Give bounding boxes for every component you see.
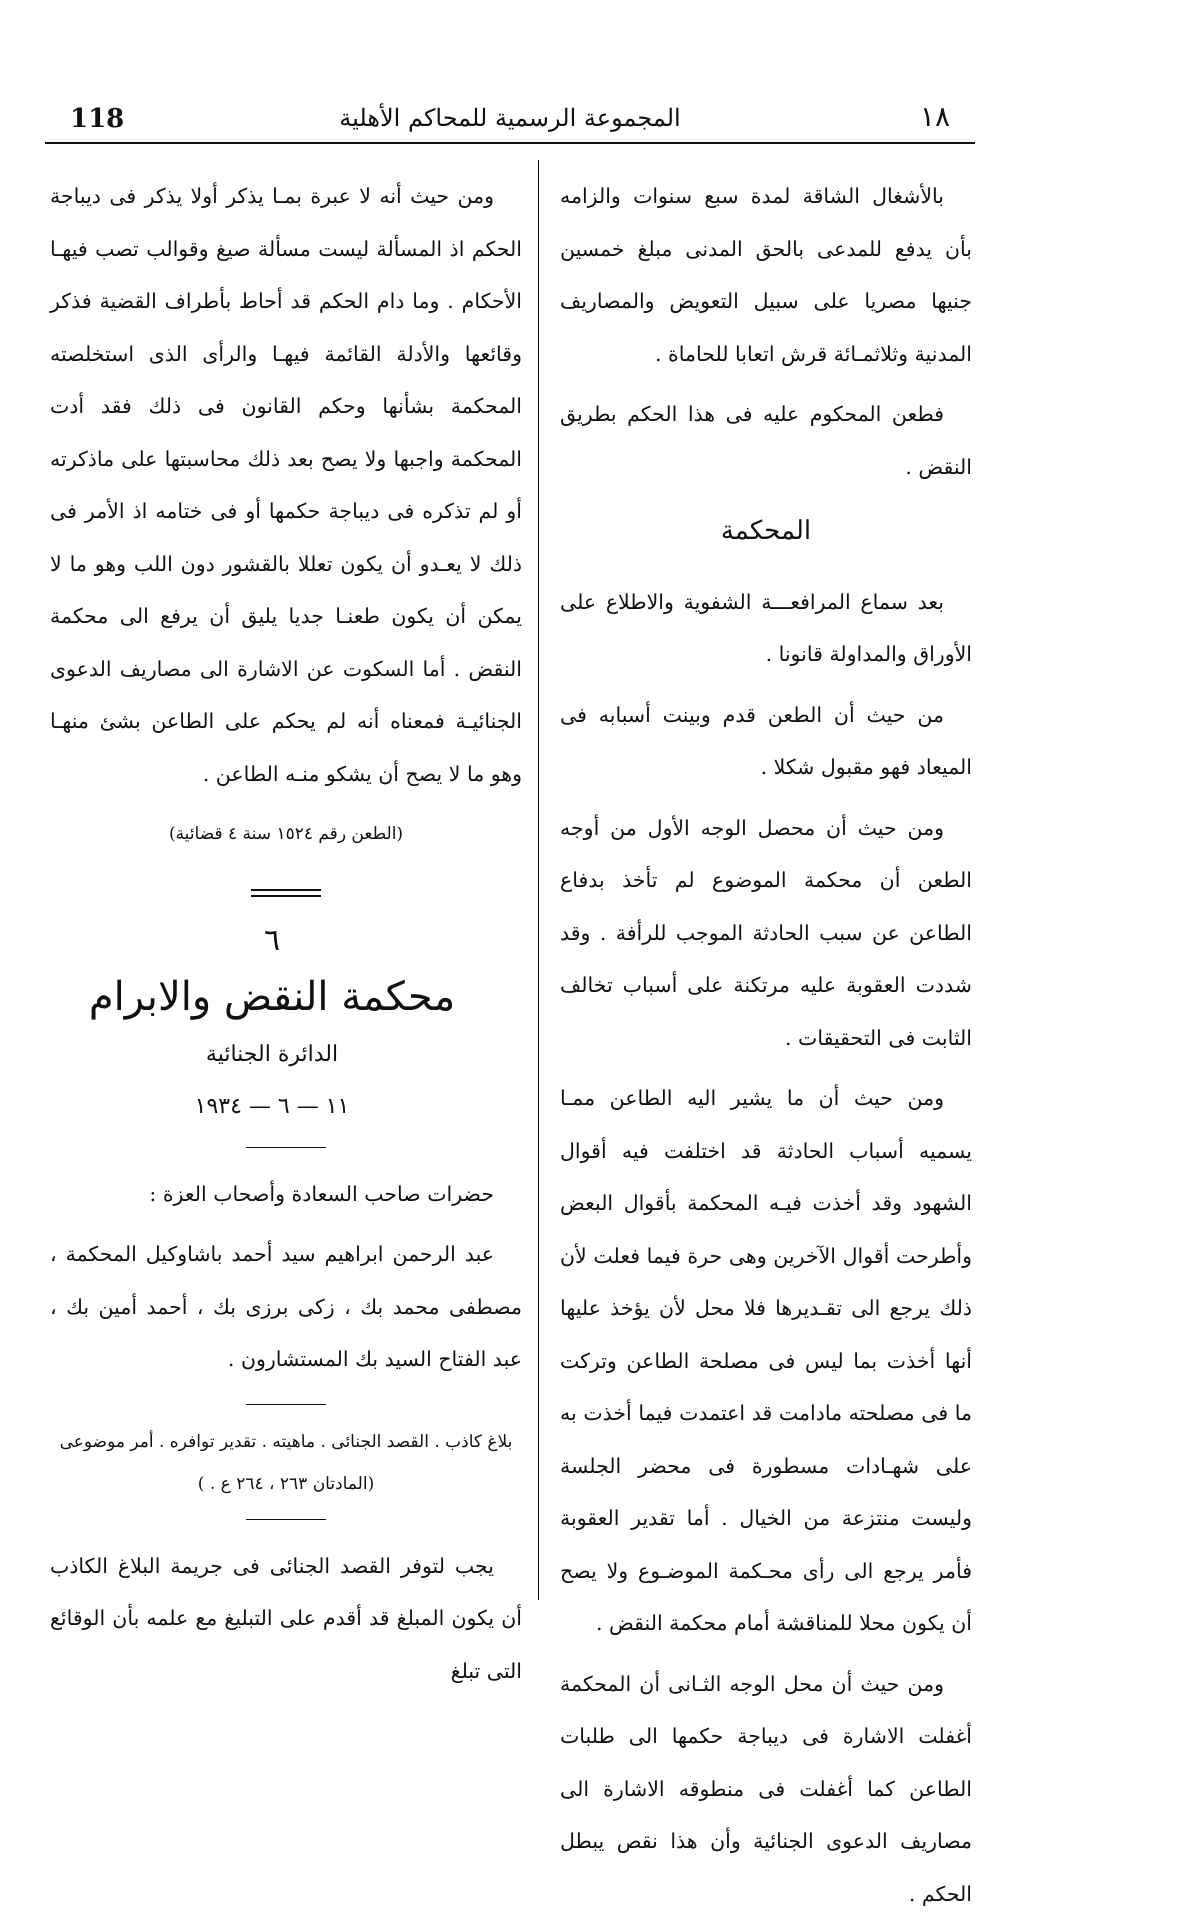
divider (246, 1147, 326, 1148)
articles-reference: (المادتان ٢٦٣ ، ٢٦٤ ع . ) (197, 1473, 375, 1494)
divider (246, 1404, 326, 1405)
keywords: بلاغ كاذب . القصد الجنائى . ماهيته . تقدير توافره . أمر موضوعى (59, 1431, 513, 1452)
page-number: ١٨ (919, 100, 950, 133)
journal-title: المجموعة الرسمية للمحاكم الأهلية (339, 104, 681, 132)
paragraph: بالأشغال الشاقة لمدة سبع سنوات والزامه بأن يدفع للمدعى بالحق المدنى مبلغ خمسين جنيها مصريا على سبيل التعويض والمصاريف المدنية وثلاثمـائة قرش اتعابا للحاماة . (560, 184, 972, 366)
divider (246, 1519, 326, 1520)
paragraph: من حيث أن الطعن قدم وبينت أسبابه فى الميعاد فهو مقبول شكلا . (560, 702, 972, 779)
bench-names: عبد الرحمن ابراهيم سيد أحمد باشاوكيل المحكمة ، مصطفى محمد بك ، زكى برزى بك ، أحمد أمين بك ، عبد الفتاح السيد بك المستشارون . (50, 1242, 522, 1371)
case-reference: (الطعن رقم ١٥٢٤ سنة ٤ قضائية) (168, 824, 404, 844)
chamber-name: الدائرة الجنائية (205, 1041, 339, 1067)
right-column (560, 170, 972, 1928)
paragraph: ومن حيث أن ما يشير اليه الطاعن ممـا يسميه أسباب الحادثة قد اختلفت فيه أقوال الشهود وقد أخذت فيـه المحكمة بأقوال البعض وأطرحت أقوال الآخرين وهى حرة فيما فعلت لأن ذلك يرجع الى تقـديرها فلا محل لأن يؤخذ عليها أنها أخذت بما ليس فى مصلحة الطاعن وتركت ما فى مصلحته مادامت قد اعتمدت فيما أخذت به على شهـادات مسطورة فى محضر الجلسة وليست منتزعة من الخيال . أما تقدير العقوبة فأمر يرجع الى رأى محـكمة الموضـوع ولا يصح أن يكون محلا للمناقشة أمام محكمة النقض . (560, 1086, 972, 1635)
header-rule (45, 142, 975, 144)
paragraph: ومن حيث أنه لا عبرة بمـا يذكر أولا يذكر فى ديباجة الحكم اذ المسألة ليست مسألة صيغ وقوالب تصب فيهـا الأحكام . وما دام الحكم قد أحاط بأطراف القضية فذكر وقائعها والأدلة القائمة فيهـا والرأى الذى استخلصته المحكمة بشأنها وحكم القانون فى ذلك فقد أدت المحكمة واجبها ولا يصح بعد ذلك محاسبتها على ماذكرته أو لم تذكره فى ديباجة حكمها أو فى ختامه اذ الأمر فى ذلك لا يعـدو أن يكون تعللا بالقشور دون اللب وهو ما لا يمكن أن يكون طعنـا جديا يليق أن يرفع الى محكمة النقض . أما السكوت عن الاشارة الى مصاريف الدعوى الجنائيـة فمعناه أنه لم يحكم على الطاعن بشئ منهـا وهو ما لا يصح أن يشكو منـه الطاعن . (50, 184, 522, 786)
bench-intro: حضرات صاحب السعادة وأصحاب العزة : (149, 1181, 494, 1206)
court-name: محكمة النقض والابرام (88, 973, 456, 1020)
section-heading: المحكمة (720, 516, 812, 546)
page-header (40, 100, 980, 140)
paragraph: بعد سماع المرافعـــة الشفوية والاطلاع على الأوراق والمداولة قانونا . (560, 589, 972, 666)
left-column (50, 170, 522, 1705)
section-separator (251, 889, 321, 897)
paragraph: ومن حيث أن محصل الوجه الأول من أوجه الطعن أن محكمة الموضوع لم تأخذ بدفاع الطاعن عن سبب الحادثة الموجب للرأفة . وقد شددت العقوبة عليه مرتكنة على أسباب تخالف الثابت فى التحقيقات . (560, 815, 972, 1050)
legal-principle: يجب لتوفر القصد الجنائى فى جريمة البلاغ الكاذب أن يكون المبلغ قد أقدم على التبليغ مع علمه بأن الوقائع التى تبلغ (50, 1553, 522, 1683)
paragraph: ومن حيث أن محل الوجه الثـانى أن المحكمة أغفلت الاشارة فى ديباجة حكمها الى طلبات الطاعن كما أغفلت فى منطوقه الاشارة الى مصاريف الدعوى الجنائية وأن هذا نقص يبطل الحكم . (560, 1671, 972, 1906)
ruling-date: ١١ — ٦ — ١٩٣٤ (194, 1093, 350, 1119)
page-code: 118 (70, 104, 125, 134)
paragraph: فطعن المحكوم عليه فى هذا الحكم بطريق النقض . (560, 402, 972, 479)
column-divider (538, 160, 539, 1600)
case-number: ٦ (263, 922, 281, 958)
